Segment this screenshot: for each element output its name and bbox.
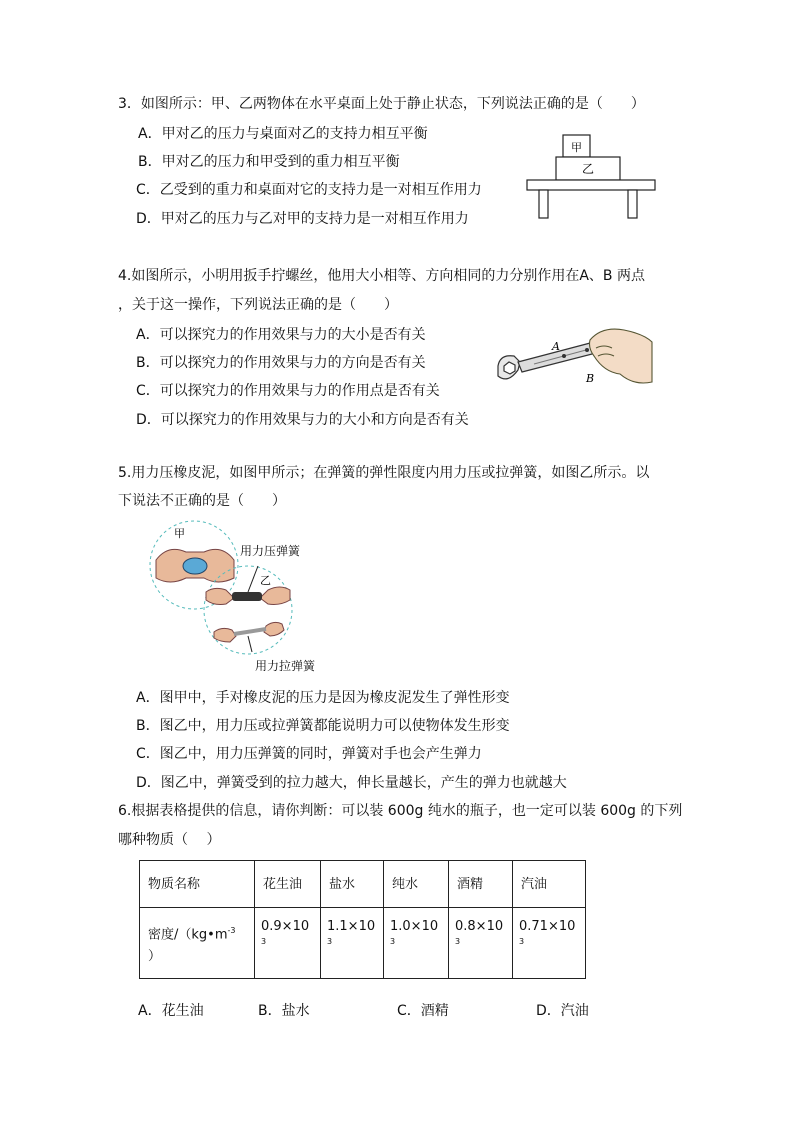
point-a-label: A [552, 340, 560, 353]
label-jia: 甲 [174, 527, 185, 540]
density-pure-water: 1.0×10 3 [390, 919, 439, 946]
density-table [139, 860, 586, 979]
q5-stem-line1: 5.用力压橡皮泥，如图甲所示；在弹簧的弹性限度内用力压或拉弹簧，如图乙所示。以 [118, 465, 650, 481]
caption-press-spring: 用力压弹簧 [240, 544, 301, 558]
q4-stem-line2: ，关于这一操作，下列说法正确的是（ ） [118, 297, 398, 313]
q3-option-c: C．乙受到的重力和桌面对它的支持力是一对相互作用力 [136, 182, 482, 198]
q3-stem: 3．如图所示：甲、乙两物体在水平桌面上处于静止状态，下列说法正确的是（ ） [118, 96, 645, 112]
q3-option-a: A．甲对乙的压力与桌面对乙的支持力相互平衡 [138, 126, 428, 142]
row-label-density: 密度$/(kg•m^{-3}$ ） [148, 926, 236, 965]
right-hand-pull [264, 622, 284, 636]
q6-answer-b: B．盐水 [258, 1003, 310, 1019]
table-header-row [140, 861, 586, 908]
header-peanut-oil: 花生油 [263, 877, 303, 892]
q4-option-b: B．可以探究力的作用效果与力的方向是否有关 [136, 355, 426, 371]
header-salt-water: 盐水 [329, 877, 356, 892]
wrench-figure [494, 326, 656, 390]
q6-stem-line1: 6.根据表格提供的信息，请你判断：可以装 600g 纯水的瓶子，也一定可以装 600g 的下列 [118, 803, 683, 819]
q4-option-c: C．可以探究力的作用效果与力的作用点是否有关 [136, 383, 440, 399]
header-alcohol: 酒精 [457, 877, 484, 892]
clay [183, 558, 207, 574]
q5-option-c: C．图乙中，用力压弹簧的同时，弹簧对手也会产生弹力 [136, 746, 482, 762]
q6-answer-a: A．花生油 [138, 1003, 204, 1019]
q5-option-d: D．图乙中，弹簧受到的拉力越大，伸长量越长，产生的弹力也就越大 [136, 775, 567, 791]
q3-option-b: B．甲对乙的压力和甲受到的重力相互平衡 [138, 154, 400, 170]
label-yi: 乙 [260, 574, 271, 587]
q5-option-b: B．图乙中，用力压或拉弹簧都能说明力可以使物体发生形变 [136, 718, 510, 734]
density-peanut-oil: 0.9×10 3 [261, 919, 310, 946]
q6-answer-c: C．酒精 [397, 1003, 449, 1019]
caption-pull-spring: 用力拉弹簧 [255, 659, 316, 673]
header-pure-water: 纯水 [392, 877, 419, 892]
left-hand-pull [214, 628, 236, 642]
density-gasoline: 0.71×10 3 [519, 919, 576, 946]
density-salt-water: 1.1×10 3 [327, 919, 376, 946]
q4-option-d: D．可以探究力的作用效果与力的大小和方向是否有关 [136, 412, 469, 428]
q5-option-a: A．图甲中，手对橡皮泥的压力是因为橡皮泥发生了弹性形变 [136, 690, 510, 706]
compressed-spring [232, 592, 262, 601]
q5-stem-line2: 下说法不正确的是（ ） [118, 493, 286, 509]
table-leg-right [628, 190, 637, 218]
table-top [527, 180, 655, 190]
q6-stem-line2: 哪种物质（ ） [118, 832, 221, 848]
right-hand-press [260, 587, 290, 605]
q3-option-d: D．甲对乙的压力与乙对甲的支持力是一对相互作用力 [136, 211, 469, 227]
q4-option-a: A．可以探究力的作用效果与力的大小是否有关 [136, 327, 426, 343]
block-yi-label: 乙 [581, 162, 595, 176]
header-gasoline: 汽油 [521, 877, 548, 892]
q4-stem-line1: 4.如图所示，小明用扳手拧螺丝，他用大小相等、方向相同的力分别作用在A、B 两点 [118, 268, 645, 284]
left-hand-press [206, 588, 234, 604]
table-blocks-figure [525, 130, 660, 222]
table-leg-left [539, 190, 548, 218]
q6-answer-d: D．汽油 [536, 1003, 589, 1019]
stretched-spring [234, 629, 266, 634]
point-b-label: B [586, 372, 595, 385]
header-substance: 物质名称 [148, 877, 201, 892]
density-alcohol: 0.8×10 3 [455, 919, 504, 946]
block-jia-label: 甲 [571, 141, 582, 154]
table-density-row [140, 908, 586, 979]
